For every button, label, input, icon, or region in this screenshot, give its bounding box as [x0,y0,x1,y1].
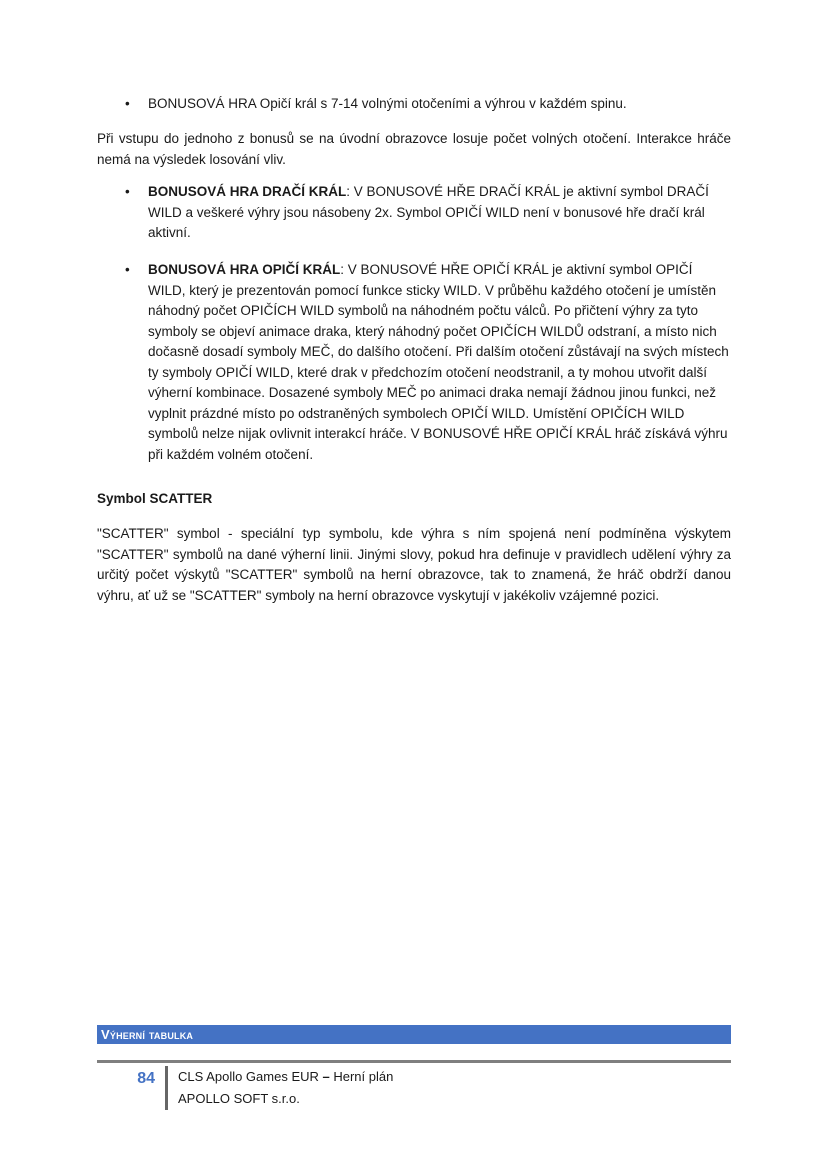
monkey-bullet-lead: BONUSOVÁ HRA OPIČÍ KRÁL [148,262,341,277]
footer-text [178,1066,393,1110]
footer-separator [165,1066,168,1110]
list-item [97,94,731,115]
intro-bullet-text: BONUSOVÁ HRA Opičí král s 7-14 volnými otočeními a výhrou v každém spinu. [148,96,627,111]
section-bar-vyherni-tabulka [97,1025,731,1044]
scatter-heading: Symbol SCATTER [97,491,213,506]
intro-bullet-list [97,94,731,115]
monkey-bullet-text [148,260,731,465]
dragon-bullet-list [97,182,731,244]
section-bar-label: Výherní tabulka [101,1027,194,1042]
monkey-bullet-list [97,260,731,465]
dragon-bullet-rest: : V BONUSOVÉ HŘE DRAČÍ KRÁL je aktivní symbol DRAČÍ WILD a veškeré výhry jsou násobeny 2x. Symbol OPIČÍ WILD není v bonusové hře dračí král aktivní. [148,184,709,240]
footer-line1-dash: – [322,1069,330,1084]
page-footer [97,1066,731,1110]
list-item [97,182,731,244]
footer-line1 [178,1066,393,1088]
bullet-icon: • [125,184,130,199]
footer-divider [97,1060,731,1063]
bullet-icon: • [125,262,130,277]
page-number: 84 [137,1070,155,1087]
footer-line1-pre: CLS Apollo Games EUR [178,1069,323,1084]
intro-paragraph: Při vstupu do jednoho z bonusů se na úvodní obrazovce losuje počet volných otočení. Interakce hráče nemá na výsledek losování vliv. [97,131,731,167]
dragon-bullet-lead: BONUSOVÁ HRA DRAČÍ KRÁL [148,184,347,199]
list-item [97,260,731,465]
dragon-bullet-text [148,182,731,244]
bullet-icon: • [125,96,130,111]
footer-line1-post: Herní plán [329,1069,394,1084]
monkey-bullet-rest: : V BONUSOVÉ HŘE OPIČÍ KRÁL je aktivní symbol OPIČÍ WILD, který je prezentován pomocí funkce sticky WILD. V průběhu každého otočení je umístěn náhodný počet OPIČÍCH WILD symbolů na náhodném počtu válců. Po přičtení výhry za tyto symboly se objeví animace draka, který náhodný počet OPIČÍCH WILDŮ odstraní, a místo nich dočasně dosadí symboly MEČ, do dalšího otočení. Při dalším otočení zůstávají na svých místech ty symboly OPIČÍ WILD, které drak v předchozím otočení neodstranil, a ty mohou utvořit další výherní kombinace. Dosazené symboly MEČ po animaci draka nemají žádnou jinou funkci, než vyplnit prázdné místo po odstraněných symbolech OPIČÍ WILD. Umístění OPIČÍCH WILD symbolů nelze nijak ovlivnit interakcí hráče. V BONUSOVÉ HŘE OPIČÍ KRÁL hráč získává výhru při každém volném otočení. [148,262,729,462]
footer-line2: APOLLO SOFT s.r.o. [178,1091,300,1106]
scatter-paragraph: "SCATTER" symbol - speciální typ symbolu, kde výhra s ním spojená není podmíněna výskytem "SCATTER" symbolů na dané výherní linii. Jinými slovy, pokud hra definuje v pravidlech udělení výhry za určitý počet výskytů "SCATTER" symbolů na herní obrazovce, tak to znamená, že hráč obdrží danou výhru, ať už se "SCATTER" symboly na herní obrazovce vyskytují v jakékoliv vzájemné pozici. [97,526,731,603]
